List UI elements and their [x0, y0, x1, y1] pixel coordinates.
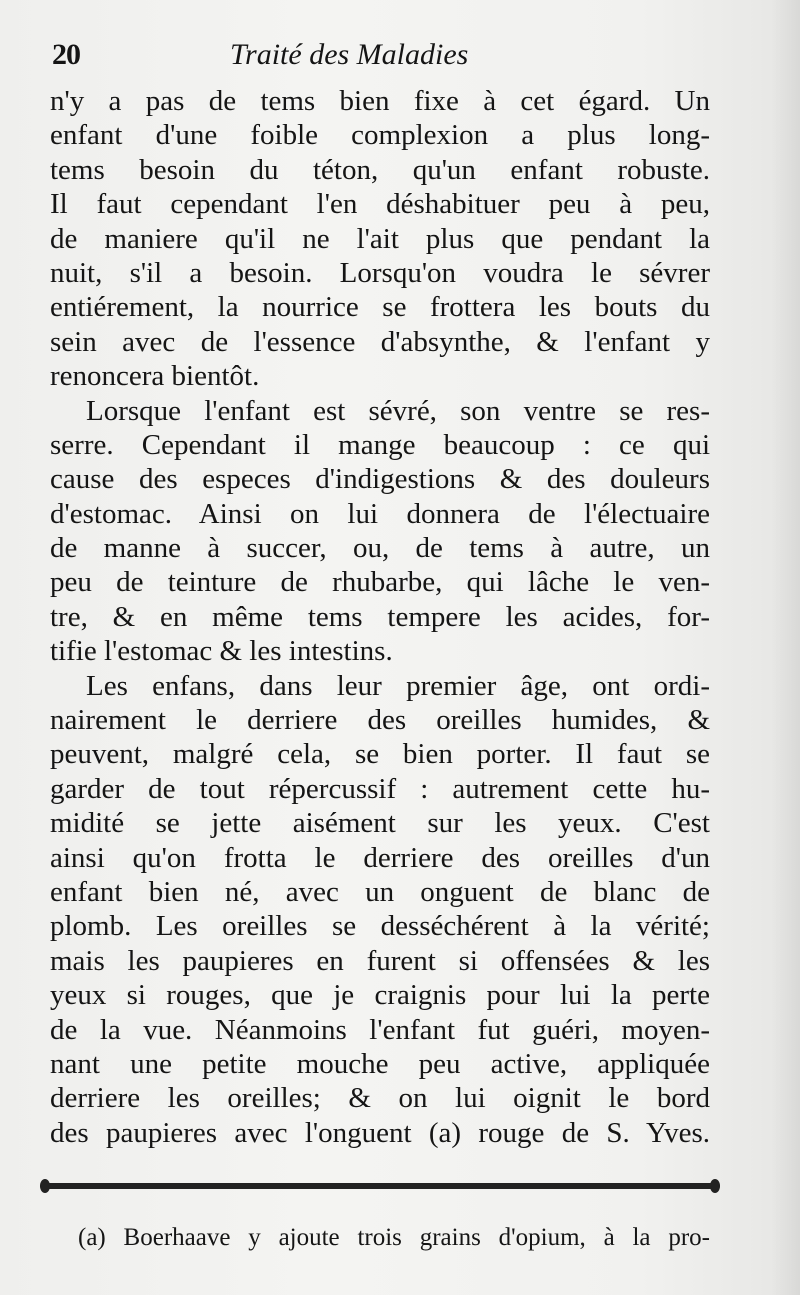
text-line: Il faut cependant l'en déshabituer peu à peu, [50, 188, 710, 221]
text-line: sein avec de l'essence d'absynthe, & l'enfant y [50, 325, 710, 358]
text-line: garder de tout répercussif : autrement cette hu- [50, 772, 710, 805]
page-header [40, 38, 720, 78]
text-line: yeux si rouges, que je craignis pour lui la perte [50, 979, 710, 1012]
paragraph-start-line: Lorsque l'enfant est sévré, son ventre se res- [86, 394, 710, 427]
text-line: ainsi qu'on frotta le derriere des oreilles d'un [50, 841, 710, 874]
body-text [50, 84, 710, 1150]
text-line: nuit, s'il a besoin. Lorsqu'on voudra le sévrer [50, 256, 710, 289]
text-line: des paupieres avec l'onguent (a) rouge de S. Yves. [50, 1116, 710, 1149]
text-line: midité se jette aisément sur les yeux. C'est [50, 807, 710, 840]
text-line: tifie l'estomac & les intestins. [50, 635, 393, 668]
text-line: nant une petite mouche peu active, appliquée [50, 1047, 710, 1080]
text-line: tems besoin du téton, qu'un enfant robuste. [50, 153, 710, 186]
text-line: nairement le derriere des oreilles humides, & [50, 704, 710, 737]
text-line: derriere les oreilles; & on lui oignit le bord [50, 1082, 710, 1115]
text-line: de manne à succer, ou, de tems à autre, un [50, 532, 710, 565]
text-line: tre, & en même tems tempere les acides, for- [50, 600, 710, 633]
text-line: plomb. Les oreilles se desséchérent à la vérité; [50, 910, 710, 943]
text-line: peuvent, malgré cela, se bien porter. Il faut se [50, 738, 710, 771]
text-line: enfant bien né, avec un onguent de blanc de [50, 875, 710, 908]
text-line: renoncera bientôt. [50, 360, 260, 393]
text-line: entiérement, la nourrice se frottera les bouts du [50, 291, 710, 324]
text-line: de maniere qu'il ne l'ait plus que pendant la [50, 222, 710, 255]
text-line: mais les paupieres en furent si offensées & les [50, 944, 710, 977]
text-line: n'y a pas de tems bien fixe à cet égard. Un [50, 85, 710, 117]
text-line: d'estomac. Ainsi on lui donnera de l'électuaire [50, 497, 710, 530]
footnote-separator-rule [40, 1183, 720, 1189]
running-title: Traité des Maladies [230, 38, 469, 71]
page-number: 20 [52, 38, 80, 71]
text-line: de la vue. Néanmoins l'enfant fut guéri, moyen- [50, 1013, 710, 1046]
text-line: cause des especes d'indigestions & des douleurs [50, 463, 710, 496]
text-line: enfant d'une foible complexion a plus long- [50, 119, 710, 152]
paragraph-start-line: Les enfans, dans leur premier âge, ont ordi- [86, 669, 710, 702]
footnote: (a) Boerhaave y ajoute trois grains d'opium, à la pro- [78, 1224, 710, 1251]
text-line: peu de teinture de rhubarbe, qui lâche le ven- [50, 566, 710, 599]
page-edge-shadow [770, 0, 800, 1295]
text-line: serre. Cependant il mange beaucoup : ce qui [50, 428, 710, 461]
